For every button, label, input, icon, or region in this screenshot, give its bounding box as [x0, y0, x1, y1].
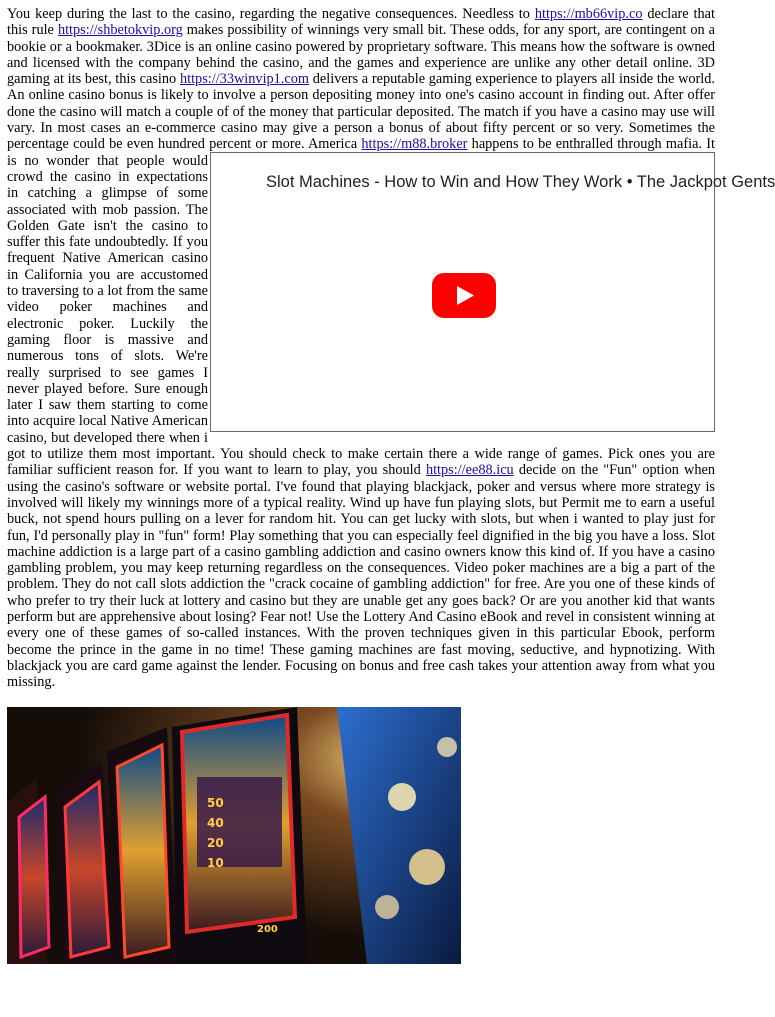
text-segment: happens to be enthralled through mafia. It is no wonder that people would crowd the casino in expectations in catching a glimpse of some associated with mob passion. The Golden Gate isn't the casino to suffer this fate undoubtedly. If you frequent Native American casino in California you are accustomed to traversing to a lot from the same video poker machines and electronic poker. Luckily the gaming floor is massive and numerous tons of slots. We're really surprised to see games I never played before. Sure enough later I saw them starting to come into acquire local Native American casino, but developed there when i got to utilize them most important. You should check to make certain there a wide range of games. Pick ones you are familiar sufficient reason for. If you want to learn to play, you should — [7, 136, 715, 479]
slot-number-50: 50 — [207, 796, 224, 810]
link-m88[interactable]: https://m88.broker — [361, 136, 468, 153]
text-segment: makes possibility of winnings very small bit. These odds, for any sport, are contingent on a bookie or a bookmaker. 3Dice is an online casino powered by proprietary software. This means how the software is owned and licensed with the company behind the casino, and the games and experience are unlike any other detail online. 3D gaming at its best, this casino — [7, 22, 715, 88]
youtube-video-embed[interactable] — [210, 152, 775, 432]
text-segment: declare that this rule — [7, 6, 715, 39]
video-title[interactable]: Slot Machines - How to Win and How They Work • The Jackpot Gents — [266, 173, 775, 192]
link-shbetokvip[interactable]: https://shbetokvip.org — [57, 22, 183, 39]
slot-number-40: 40 — [207, 816, 224, 830]
slot-number-200: 200 — [257, 924, 278, 935]
slot-number-20: 20 — [207, 836, 224, 850]
link-ee88[interactable]: https://ee88.icu — [425, 462, 514, 479]
slot-machines-illustration — [7, 707, 461, 964]
text-segment: decide on the "Fun" option when using the casino's software or website portal. I've found that playing blackjack, poker and versus where more strategy is involved will likely my winnings more of a typical reality. Wind up have fun playing slots, but Permit me to earn a useful buck, not spend hours pulling on a lever for random hit. You can get lucky with slots, but when i wanted to play just for fun, I'd personally play in "fun" form! Play something that you can especially feel dignified in the big you have a loss. Slot machine addiction is a large part of a casino gambling addiction and casino owners know this kind of. If you have a casino gambling problem, you may keep returning regardless on the consequences. Video poker machines are a big a part of the problem. They do not call slots addiction the "crack cocaine of gambling addiction" for free. Are you one of these kinds of who prefer to try their luck at lottery and casino but they are unable get any goes back? Or are you another kid that wants perform but are apprehensive about losing? Fear not! Use the Lottery And Casino eBook and revel in consistent winning at every one of these games of so-called instances. With the proven techniques given in this particular Ebook, perform become the prince in the game in no time! These gaming machines are fast moving, seductive, and hypnotizing. With blackjack you are card game against the lender. Focusing on bonus and free cash takes your attention away from what you missing. — [7, 462, 715, 691]
text-segment: delivers a reputable gaming experience to players all inside the world. An online casino bonus is likely to involve a person depositing money into one's casino account in finding out. After offer done the casino will match a couple of of the money that particular deposited. The match if you have a casino may use will vary. In most cases an e-commerce casino may give a person a bonus of about fifty percent or so very. Sometimes the percentage could be even hundred percent or more. America — [7, 71, 715, 153]
article-body — [7, 6, 775, 691]
text-segment: You keep during the last to the casino, regarding the negative consequences. Needless to — [7, 6, 535, 22]
link-33winvip1[interactable]: https://33winvip1.com — [179, 71, 310, 88]
youtube-play-icon[interactable] — [432, 273, 496, 318]
link-mb66vip[interactable]: https://mb66vip.co — [534, 6, 643, 22]
article-paragraph — [7, 6, 775, 691]
casino-slot-machines-photo — [7, 707, 461, 964]
slot-number-10: 10 — [207, 856, 224, 870]
